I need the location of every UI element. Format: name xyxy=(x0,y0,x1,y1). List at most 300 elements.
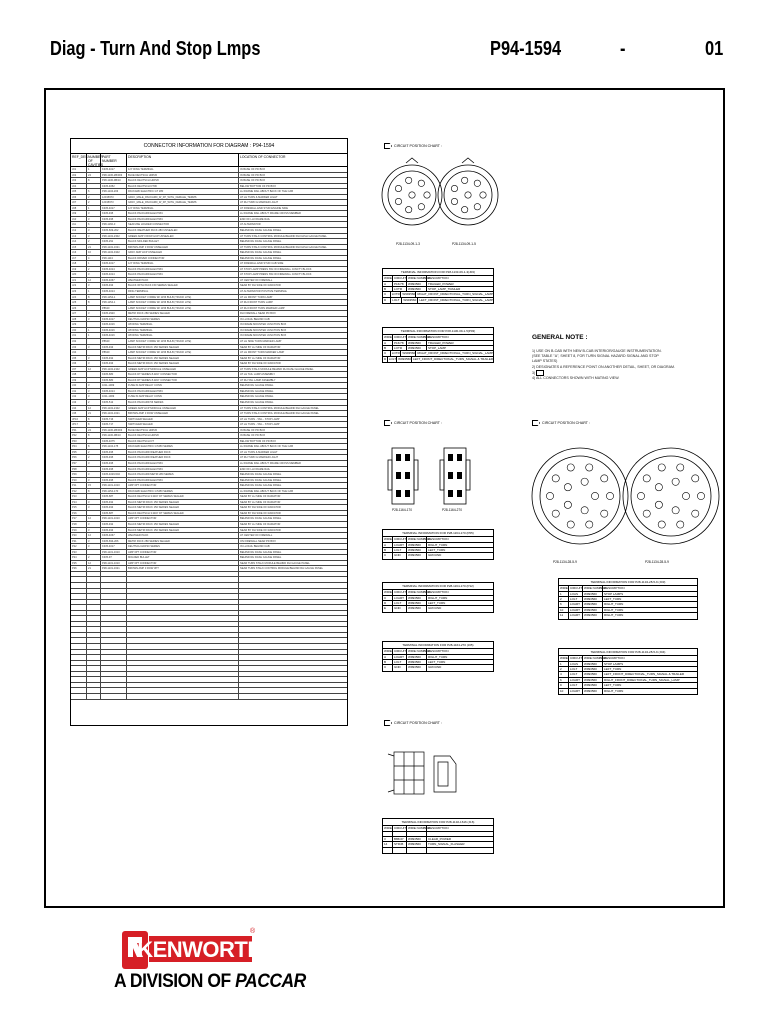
table-cell xyxy=(101,688,127,693)
table-cell: FUSE IN AMP RELAY CONN xyxy=(127,394,239,399)
large-round-connector-pair-diagram xyxy=(528,428,723,568)
table-cell: 3 xyxy=(87,522,101,527)
table-cell: J13 xyxy=(71,234,87,239)
terminal-cell: LOLT xyxy=(569,683,583,687)
terminal-cell: LEFT_FRONT_DIRECTIONAL_TURN_SIGNAL & TRAILER xyxy=(604,672,685,677)
connector-pin xyxy=(658,464,665,471)
table-cell xyxy=(101,611,127,616)
table-cell: J26 xyxy=(71,306,87,311)
table-cell: K335-4017 xyxy=(101,206,127,211)
terminal-table-7 xyxy=(558,648,698,695)
reference-arrow-icon xyxy=(536,370,544,376)
terminal-cell: RIGHT_TURN xyxy=(604,607,624,612)
table-cell: NEAR BY RH SIDE OF RADIATOR xyxy=(240,506,281,510)
table-cell xyxy=(87,577,101,582)
table-cell xyxy=(127,666,239,671)
table-cell: BLACK METRI PACK 150 SERIES SEALED xyxy=(127,528,239,533)
col-location: LOCATION OF CONNECTOR xyxy=(240,155,286,159)
table-cell: K335-4017 xyxy=(101,167,127,172)
terminal-cell: 14 xyxy=(383,842,393,846)
table-cell: SWITCHER SEALED xyxy=(127,417,239,422)
connector-pin xyxy=(552,475,559,482)
table-cell xyxy=(87,594,101,599)
table-cell: 3 xyxy=(87,394,101,399)
terminal-cell: RIGHT_TURN xyxy=(428,542,448,547)
table-cell: J32 xyxy=(71,339,87,344)
table-cell xyxy=(127,644,239,649)
table-cell: P28-1131-1010 xyxy=(101,483,127,488)
table-cell xyxy=(101,577,127,582)
table-cell xyxy=(87,666,101,671)
terminal-cell: C xyxy=(383,351,391,355)
terminal-header-cell: CIRCUIT xyxy=(394,276,407,281)
table-cell: J09 xyxy=(71,211,87,216)
table-cell: K335-2920 xyxy=(101,311,127,316)
terminal-cell: W993560 xyxy=(583,592,603,596)
table-cell xyxy=(127,605,239,610)
table-cell xyxy=(101,661,127,666)
table-cell xyxy=(87,638,101,643)
table-cell xyxy=(87,350,101,355)
table-cell xyxy=(239,644,347,649)
table-cell: NEAR BY RH SIDE OF RADIATOR xyxy=(240,362,281,366)
table-cell: P24 xyxy=(71,555,87,560)
table-cell xyxy=(127,622,239,627)
table-cell: K335-4029-502 xyxy=(101,472,127,477)
terminal-cell: W993560 xyxy=(407,655,427,659)
connector-pin xyxy=(586,521,593,528)
table-cell: K335-492 xyxy=(101,500,127,505)
table-cell: BLACK DEUTSCH HDP20 xyxy=(127,433,239,438)
terminal-cell xyxy=(383,848,393,853)
table-cell xyxy=(239,605,347,610)
table-cell: 3 xyxy=(87,234,101,239)
table-cell: BLACK DEUTSCH DT06 xyxy=(127,184,239,189)
table-cell xyxy=(71,611,87,616)
terminal-header-cell: DESCRIPTION xyxy=(428,649,449,654)
document-number: P94-1594 xyxy=(490,38,562,60)
connector-pin xyxy=(564,501,571,508)
table-cell: AMP 3PT CONNECTOR xyxy=(127,483,239,488)
table-cell: 8 xyxy=(87,295,101,300)
table-cell xyxy=(71,577,87,582)
table-cell: P28-1132-1621 xyxy=(101,411,127,416)
terminal-header-cell: WIRE NUMBER xyxy=(584,656,606,661)
table-cell: K335-4052 xyxy=(101,184,127,189)
table-cell: J07 xyxy=(71,200,87,205)
table-cell: K335-4067 xyxy=(101,278,127,283)
table-cell: K335-4016 xyxy=(101,322,127,327)
table-cell: 1 xyxy=(87,328,101,333)
table-cell: J30 xyxy=(71,328,87,333)
terminal-cell: LEFT_FRONT_DIRECTIONAL_TURN_SIGNAL & TRAILER xyxy=(412,356,493,361)
table-cell: K335-495 xyxy=(101,467,127,472)
table-cell: 8 xyxy=(87,433,101,438)
connector-pin xyxy=(474,180,480,186)
table-cell: J15 xyxy=(71,245,87,250)
table-cell: FUSE IN AMP RELAY CONN xyxy=(127,383,239,388)
table-cell xyxy=(87,605,101,610)
table-cell: AMP 3PT CONNECTOR xyxy=(127,561,239,566)
table-cell xyxy=(87,511,101,516)
table-cell: BLACK PACKARD METRI 280 SERIES xyxy=(127,472,239,477)
table-cell xyxy=(239,633,347,638)
table-cell xyxy=(239,655,347,660)
header-separator: - xyxy=(620,38,626,60)
table-cell xyxy=(101,627,127,632)
table-cell xyxy=(101,677,127,682)
terminal-cell: D xyxy=(383,298,391,303)
terminal-cell: W993560 xyxy=(583,678,603,682)
terminal-cell: STOP_LAMP_TRAILER xyxy=(428,286,461,291)
terminal-cell: W993560 xyxy=(402,292,416,297)
connector-label-c3a: P28-1134-28-5-9 xyxy=(553,560,577,564)
table-cell xyxy=(239,677,347,682)
arrow-icon xyxy=(384,143,392,149)
table-cell: J14 xyxy=(71,239,87,244)
table-cell: K335-495 xyxy=(101,211,127,216)
table-cell: J01 xyxy=(71,167,87,172)
terminal-cell: W993560 xyxy=(583,683,603,687)
table-cell: BLACK PACKARD ELECTRIC xyxy=(127,478,239,483)
terminal-cell: LEFT_TURN xyxy=(604,596,622,601)
terminal-cell: C xyxy=(383,292,391,296)
table-cell: 21 xyxy=(87,411,101,416)
table-cell: 10 xyxy=(87,250,101,255)
terminal-cell: STOP_LAMP xyxy=(428,345,446,350)
terminal-cell: STOP LAMPS xyxy=(604,591,624,596)
table-cell xyxy=(101,666,127,671)
terminal-cell: TRAILER_POWER xyxy=(428,340,454,345)
table-cell: P28-1132-2102 xyxy=(101,406,127,411)
connector-pin xyxy=(474,204,480,210)
table-cell xyxy=(127,577,239,582)
table-cell xyxy=(87,339,101,344)
rectangular-connector-pair-diagram xyxy=(378,434,488,514)
table-cell: P28-1130-0B/10 xyxy=(101,433,127,438)
table-cell: P12 xyxy=(71,489,87,494)
table-cell: J40 xyxy=(71,383,87,388)
table-cell xyxy=(239,594,347,599)
terminal-table-title: TERMINAL INFORMATION FOR P28-1133-09-1-3(J03) xyxy=(383,269,493,276)
table-cell: NEAR BY RH SIDE OF RADIATOR xyxy=(240,528,281,532)
table-cell: K335-492 xyxy=(101,356,127,361)
registered-mark: ® xyxy=(250,928,256,935)
table-cell xyxy=(87,622,101,627)
table-cell: J24 xyxy=(71,295,87,300)
table-cell xyxy=(127,611,239,616)
terminal-cell: W993560 xyxy=(407,596,427,600)
table-cell xyxy=(127,683,239,688)
terminal-cell: LEFT_FRONT_DIRECTIONAL_TURN_SIGNAL_LAMP xyxy=(419,297,493,302)
terminal-header-cell: DESCRIPTION xyxy=(428,276,449,281)
table-cell: K335-4014 xyxy=(101,272,127,277)
table-cell: K335-680 xyxy=(101,378,127,383)
terminal-cell: C xyxy=(383,596,393,600)
table-cell xyxy=(87,677,101,682)
terminal-cell: W993560 xyxy=(407,346,427,350)
table-cell: K335-717 xyxy=(101,422,127,427)
terminal-row xyxy=(559,689,697,694)
kenworth-logo-mark xyxy=(122,927,263,973)
table-cell: 1/4" RING TERMINAL xyxy=(127,167,239,172)
terminal-cell: 6 xyxy=(559,602,569,606)
terminal-header-cell: CIRCUIT xyxy=(394,537,407,542)
table-cell: BEHIND RH DASH GAUGE PANEL xyxy=(240,229,282,233)
table-cell xyxy=(101,650,127,655)
table-cell: P8620 xyxy=(101,350,127,355)
table-cell: GREEN AMP HCP MODULE UNSEALED xyxy=(127,367,239,372)
table-cell: 8 xyxy=(87,178,101,183)
terminal-cell: LEFT_TURN xyxy=(428,659,446,664)
table-cell xyxy=(87,494,101,499)
table-cell: BLACK DT SERIES 8-WAY CONNECTOR xyxy=(127,372,239,377)
table-cell: BLACK METRI PACK 150 SERIES SEALED xyxy=(127,522,239,527)
terminal-header-cell: WIRE xyxy=(560,656,568,661)
table-cell xyxy=(239,666,347,671)
terminal-cell: W993560 xyxy=(407,660,427,664)
table-cell: 3 xyxy=(87,528,101,533)
table-cell: BEHIND RH GAUGE PANEL xyxy=(240,395,274,399)
table-cell: BLACK PACKARD ELECTRIC xyxy=(127,467,239,472)
table-cell: 3 xyxy=(87,500,101,505)
table-cell: K335-4014 xyxy=(101,389,127,394)
table-cell xyxy=(127,627,239,632)
table-cell xyxy=(71,644,87,649)
table-cell: J31 xyxy=(71,333,87,338)
terminal-cell: LOTR xyxy=(391,351,400,356)
table-cell: 1 xyxy=(87,167,101,172)
table-cell: K335-4017 xyxy=(101,317,127,322)
terminal-cell: LOART xyxy=(569,608,583,612)
terminal-cell: STR45 xyxy=(393,842,407,846)
connector-pin xyxy=(552,510,559,517)
terminal-cell: A xyxy=(383,341,393,345)
connector-pin xyxy=(643,510,650,517)
table-cell: BLACK PACKARD WEATHER PACK xyxy=(127,455,239,460)
note-line: 3) xyxy=(532,370,722,376)
terminal-cell: GROUND xyxy=(428,553,442,558)
table-cell: J45 xyxy=(71,411,87,416)
table-cell: P08 xyxy=(71,467,87,472)
table-cell: LAMP SOCKET 3 WIRE W/ 1156 BULB (TRUCK LITE) xyxy=(127,300,239,305)
table-cell: GRAY AMP HCP UNSEALED xyxy=(127,250,239,255)
table-cell: K335-680 xyxy=(101,372,127,377)
table-cell: P28-1130-2B/003 xyxy=(101,173,127,178)
table-cell: 12 xyxy=(87,561,101,566)
table-cell: P28-1130-2B/003 xyxy=(101,428,127,433)
terminal-cell: W993560 xyxy=(407,837,427,841)
arrow-icon xyxy=(384,420,392,426)
table-cell xyxy=(71,605,87,610)
table-cell: J10 xyxy=(71,217,87,222)
table-cell: AT LH TAIL LAMP ASSEMBLY xyxy=(240,373,276,377)
connector-pin xyxy=(655,484,662,491)
table-cell xyxy=(71,638,87,643)
table-cell: J03 xyxy=(71,178,87,183)
connector-pin xyxy=(395,185,401,191)
terminal-cell: 9 xyxy=(559,683,569,687)
terminal-cell: GND xyxy=(393,553,407,558)
table-cell xyxy=(239,650,347,655)
table-cell: P26 xyxy=(71,566,87,571)
table-cell: 3 xyxy=(87,539,101,544)
table-cell: 3 xyxy=(87,544,101,549)
table-cell: BLACK PACKARD ELECTRIC xyxy=(127,267,239,272)
table-cell: NEAR BY LH SIDE OF RADIATOR xyxy=(240,523,281,526)
table-cell: 3 xyxy=(87,217,101,222)
terminal-header-cell: WIRE NUMBER xyxy=(408,537,430,542)
table-cell: P06 xyxy=(71,455,87,460)
terminal-table-2 xyxy=(382,327,494,363)
table-cell: BLACK MOLDED BULLET xyxy=(127,239,239,244)
table-cell: P28-1132-1621 xyxy=(101,245,127,250)
terminal-cell: B xyxy=(383,287,393,291)
table-cell xyxy=(239,638,347,643)
terminal-cell: W993560 xyxy=(402,351,416,356)
terminal-cell: GND xyxy=(393,665,407,670)
terminal-cell: 1 xyxy=(559,662,569,666)
notes-title: GENERAL NOTE : xyxy=(532,334,588,341)
terminal-cell: 2 xyxy=(559,667,569,671)
table-cell xyxy=(87,372,101,377)
table-cell: K335-687 xyxy=(101,511,127,516)
table-cell: PACKARD ELECTRIC GT280 SERIES xyxy=(127,444,239,449)
connector-pin xyxy=(672,478,679,485)
terminal-cell: TURN_SIGNAL_FLASHER xyxy=(428,842,465,847)
table-cell: 12 xyxy=(87,533,101,538)
table-cell: AT LH TURN & MARKER LIGHT xyxy=(240,450,278,454)
table-cell: 12 xyxy=(87,367,101,372)
terminal-cell: W993560 xyxy=(583,613,603,618)
table-cell: K335-687 xyxy=(101,494,127,499)
table-cell: IN BASE OF PD BOX xyxy=(240,428,266,432)
table-cell xyxy=(101,622,127,627)
terminal-cell: GND xyxy=(393,606,407,611)
table-cell xyxy=(87,655,101,660)
table-cell: 3 xyxy=(87,478,101,483)
round-connector-pair-diagram xyxy=(370,152,500,248)
table-cell xyxy=(71,594,87,599)
table-cell: 21 xyxy=(87,245,101,250)
table-cell: K335-493 xyxy=(101,283,127,288)
connector-pin xyxy=(581,507,588,514)
table-cell: 3 xyxy=(87,472,101,477)
connector-pin xyxy=(692,475,699,482)
terminal-header-cell: CIRCUIT xyxy=(394,335,407,340)
terminal-cell xyxy=(393,832,407,836)
connector-pin xyxy=(658,521,665,528)
table-cell xyxy=(127,650,239,655)
table-cell: BLACK DEUTSCH HDP20 xyxy=(127,178,239,183)
table-cell: BEHIND RH GAUGE PANEL xyxy=(240,389,274,393)
table-cell: 3/8 RING TERMINAL xyxy=(127,328,239,333)
circuit-chart-label-2: CIRCUIT POSITION CHART : xyxy=(384,420,442,426)
terminal-cell: LEFT_TURN xyxy=(428,600,446,605)
connector-pin xyxy=(643,475,650,482)
table-cell: BEHIND RH DASH GAUGE PANEL xyxy=(240,556,282,560)
terminal-header-cell: WIRE xyxy=(384,590,392,595)
connector-pin xyxy=(405,206,411,212)
note-line: (SEE TABLE "A", SHEET 8, FOR TURN SIGNAL HAZARD SIGNAL AND STOP xyxy=(532,354,659,359)
terminal-cell: LOLT xyxy=(393,601,407,605)
table-cell xyxy=(127,677,239,682)
terminal-cell: W993560 xyxy=(583,672,603,676)
terminal-header-cell: CIRCUIT xyxy=(570,656,583,661)
table-cell: J21 xyxy=(71,278,87,283)
terminal-header-cell: WIRE NUMBER xyxy=(408,649,430,654)
terminal-header-cell: DESCRIPTION xyxy=(428,826,449,831)
table-cell: RING TERMINAL xyxy=(127,289,239,294)
table-cell: AT LH TURN & MARKER LIGHT xyxy=(240,195,278,199)
table-cell: J34 xyxy=(71,350,87,355)
connector-pin xyxy=(655,501,662,508)
terminal-cell: RIGHT_FRONT_DIRECTIONAL_TURN_SIGNAL_LAMP xyxy=(604,677,680,682)
table-cell: K335-4017 xyxy=(101,261,127,266)
table-cell: K335-495 xyxy=(101,455,127,460)
table-cell: AT TURN STALK CONTROL MODULE BEHIND RH DASH GAUGE PANEL xyxy=(240,234,327,238)
terminal-table-1 xyxy=(382,268,494,304)
table-cell: AT TURN STALK MODULE BEHIND RH DASH GAUGE PANEL xyxy=(240,367,314,371)
table-cell: IN LH RAIL BEHIND CAB xyxy=(240,317,270,321)
table-cell xyxy=(71,666,87,671)
table-cell xyxy=(239,688,347,693)
terminal-cell: LOLT xyxy=(391,298,402,303)
table-cell xyxy=(87,184,101,189)
table-cell xyxy=(239,572,347,577)
terminal-cell: W993560 xyxy=(583,689,603,694)
table-cell: LH FRAME RAIL ABOUT BACK OF THE CAB xyxy=(240,445,293,449)
table-cell xyxy=(101,589,127,594)
table-cell: WEATHER PACK xyxy=(127,533,239,538)
table-cell: NEAR BY LH SIDE OF RADIATOR xyxy=(240,356,281,360)
table-cell: 12 xyxy=(87,516,101,521)
table-cell xyxy=(239,694,347,699)
table-cell: J11 xyxy=(71,222,87,227)
terminal-table-title: TERMINAL INFORMATION FOR P28-1130-09-1-5(P03) xyxy=(383,328,493,335)
table-cell: 1 xyxy=(87,206,101,211)
table-cell: BLACK DEUTSCH 3-WAY DT SERIES SEALED xyxy=(127,494,239,499)
table-cell: J16 xyxy=(71,250,87,255)
table-cell xyxy=(87,589,101,594)
table-cell: NEAR TURN STALK CONTROL MODULE BEHIND RH GAUGE PANEL xyxy=(240,567,324,571)
table-cell xyxy=(127,688,239,693)
terminal-cell: W993560 xyxy=(407,601,427,605)
terminal-cell: W993560 xyxy=(407,287,427,291)
table-cell: K335-291 xyxy=(101,239,127,244)
col-description: DESCRIPTION xyxy=(127,154,239,166)
connector-pin xyxy=(451,198,457,204)
table-cell: K335-609-202 xyxy=(101,228,127,233)
table-cell: K335-693-206 xyxy=(101,539,127,544)
table-cell: AT LH SIDE TURN MARKER LAMP xyxy=(240,339,282,343)
terminal-header-cell: WIRE NUMBER xyxy=(408,590,430,595)
table-cell xyxy=(71,622,87,627)
terminal-row xyxy=(383,848,493,853)
terminal-cell: 2 xyxy=(559,597,569,601)
terminal-header-cell: CIRCUIT xyxy=(570,586,583,591)
table-cell xyxy=(71,633,87,638)
table-cell xyxy=(87,467,101,472)
terminal-header-cell: DESCRIPTION xyxy=(428,335,449,340)
table-cell: BEHIND RH GAUGE PANEL xyxy=(240,400,274,404)
terminal-cell: P16/78 xyxy=(393,341,407,345)
terminal-cell: W993560 xyxy=(402,298,418,303)
table-cell: 12015973 xyxy=(101,195,127,200)
table-cell: 4 xyxy=(87,256,101,261)
table-cell: BLACK PACKARD ELECTRIC xyxy=(127,211,239,216)
table-cell: 24 xyxy=(87,428,101,433)
